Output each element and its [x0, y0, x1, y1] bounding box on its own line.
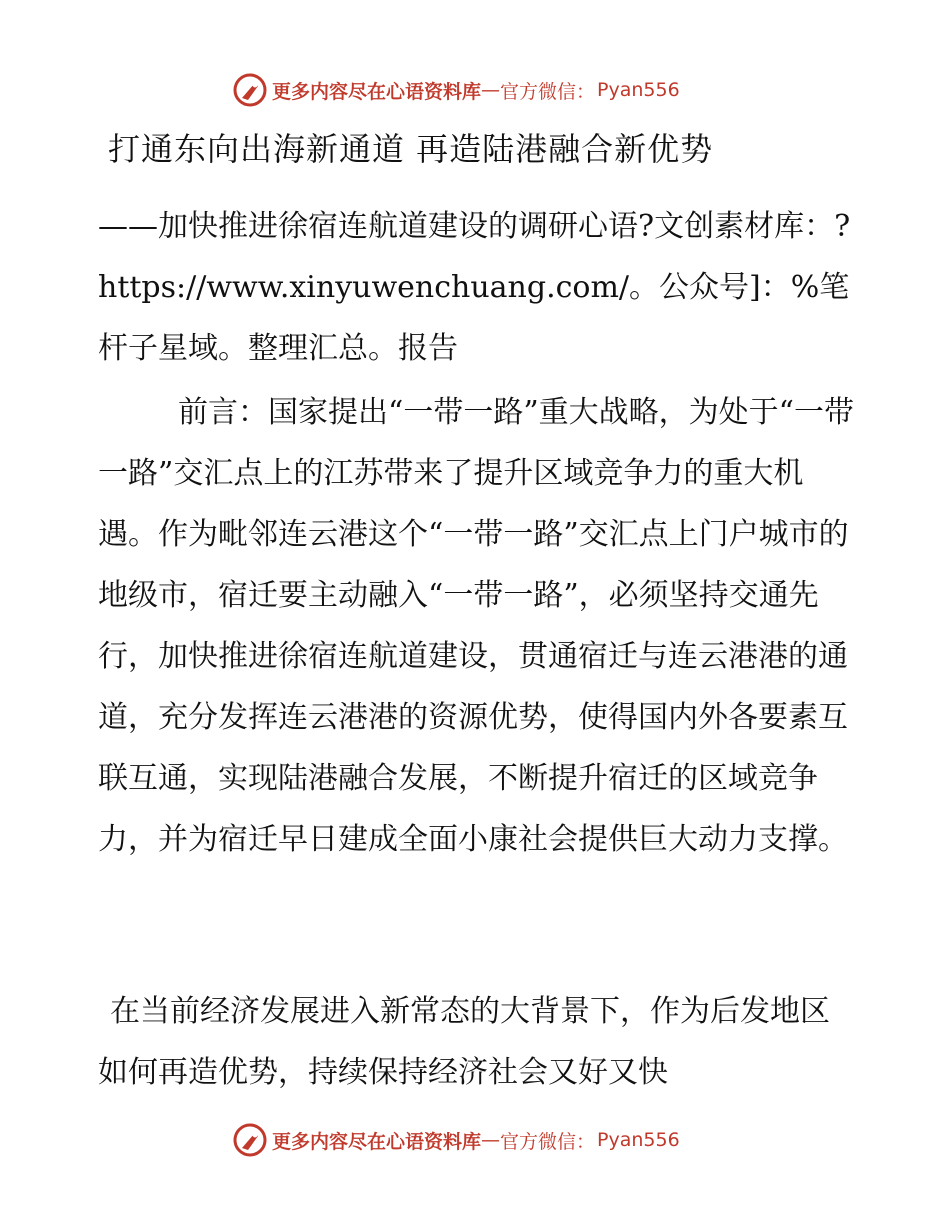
watermark-wechat-id: Pyan556	[597, 1129, 680, 1151]
watermark-main-text: 更多内容尽在心语资料库	[272, 80, 482, 103]
header-watermark	[232, 72, 680, 108]
watermark-main-text: 更多内容尽在心语资料库	[272, 1130, 482, 1153]
body-paragraph-preface: 前言：国家提出“一带一路”重大战略，为处于“一带一路”交汇点上的江苏带来了提升区域竞争力的重大机遇。作为毗邻连云港这个“一带一路”交汇点上门户城市的地级市，宿迁要主动融入“一带一路”，必须坚持交通先行，加快推进徐宿连航道建设，贯通宿迁与连云港港的通道，充分发挥连云港港的资源优势，使得国内外各要素互联互通，实现陆港融合发展，不断提升宿迁的区域竞争力，并为宿迁早日建成全面小康社会提供巨大动力支撑。	[98, 395, 855, 857]
watermark-wechat-id: Pyan556	[597, 79, 680, 101]
watermark-dash: —	[481, 79, 501, 101]
watermark-dash: —	[481, 1129, 501, 1151]
body-paragraph: 在当前经济发展进入新常态的大背景下，作为后发地区如何再造优势，持续保持经济社会又好又快	[98, 994, 830, 1090]
watermark-wechat-label: 官方微信：	[500, 1130, 596, 1153]
footer-watermark	[232, 1122, 680, 1158]
pen-nib-logo-icon	[232, 72, 268, 108]
document-title: 打通东向出海新通道 再造陆港融合新优势	[108, 130, 714, 168]
watermark-wechat-label: 官方微信：	[500, 80, 596, 103]
document-subtitle: ——加快推进徐宿连航道建设的调研心语?文创素材库：?https://www.xinyuwenchuang.com/。公众号]：%笔杆子星域。整理汇总。报告	[98, 209, 851, 366]
pen-nib-logo-icon	[232, 1122, 268, 1158]
